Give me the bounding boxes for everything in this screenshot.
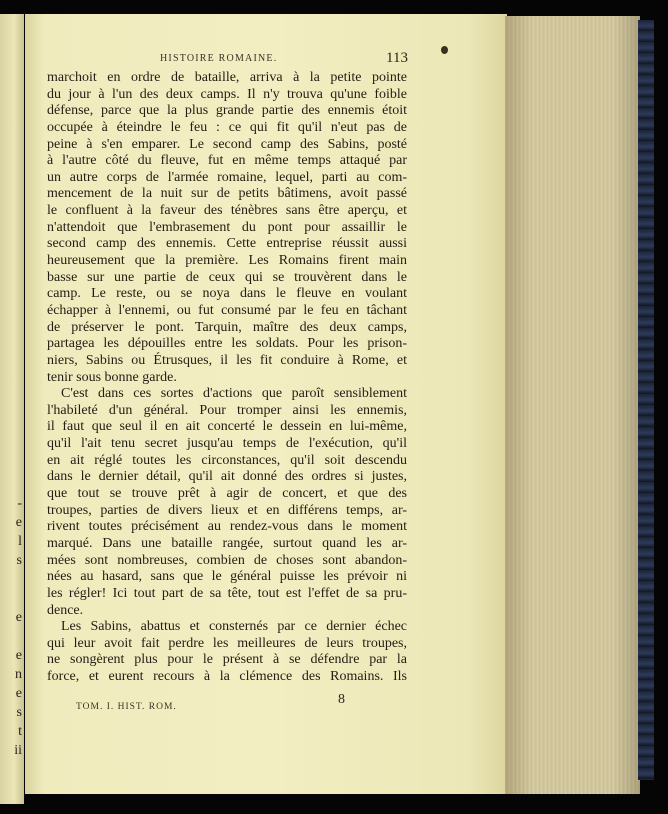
text-line: il faut que seul il en ait concerté le dessein en lui-même, [47, 419, 407, 435]
text-line: force, et eurent recours à la clémence des Romains. Ils [47, 669, 407, 685]
paragraph [47, 619, 407, 686]
text-line: second camp des ennemis. Cette entreprise réussit aussi [47, 236, 407, 252]
text-line: C'est dans ces sortes d'actions que paroît sensiblement [61, 386, 407, 402]
text-line: mées sont nombreuses, combien de choses sont abandon- [47, 552, 407, 568]
text-line: Les Sabins, abattus et consternés par ce dernier échec [61, 619, 407, 635]
running-title: HISTOIRE ROMAINE. [160, 53, 278, 64]
facing-page-fragment [2, 627, 22, 646]
facing-page-fragment: e [15, 686, 22, 701]
text-line: marchoit en ordre de bataille, arriva à la petite pointe [47, 70, 407, 85]
text-line: camp. Le reste, ou se noya dans le fleuve en voulant [47, 286, 407, 302]
facing-page-fragment [2, 570, 22, 589]
facing-page-fragment: - [17, 496, 22, 511]
facing-page-fragment: s [16, 705, 22, 720]
text-line: basse sur une partie de ceux qui se trouvèrent dans le [47, 269, 407, 285]
text-line: que tout se trouve prêt à agir de concert, et que des [47, 486, 407, 502]
facing-page-fragment: l [18, 534, 22, 549]
text-line: défense, parce que la plus grande partie des ennemis étoit [47, 103, 407, 119]
facing-page-fragment: s [16, 553, 22, 568]
text-line: qu'il l'ait tenu secret jusqu'au temps de l'exécution, qu'il [47, 436, 407, 452]
page-block-edges [505, 16, 640, 794]
text-line: dence. [47, 602, 84, 618]
paragraph [47, 70, 407, 386]
text-line: nées au hasard, sans que le général puisse les prévoir ni [47, 569, 407, 585]
signature-mark: TOM. I. HIST. ROM. [76, 702, 177, 712]
facing-page-fragment: n [15, 667, 22, 682]
text-line: n'attendoit que l'embrasement du pont pour assaillir le [47, 219, 407, 235]
text-line: troupes, parties de divers lieux et en différens temps, ar- [47, 502, 407, 518]
text-line: marqué. Dans une bataille rangée, surtout quand les ar- [47, 535, 407, 551]
signature-number: 8 [338, 692, 345, 707]
facing-page-fragments [2, 494, 22, 760]
page-number: 113 [386, 50, 408, 66]
ink-spot [441, 46, 448, 54]
page-footer [76, 694, 376, 710]
text-line: mencement de la nuit sur de petits bâtimens, avoit passé [47, 186, 407, 202]
body-text [47, 70, 407, 686]
text-line: du jour à l'un des deux camps. Il n'y trouva qu'une foible [47, 86, 407, 102]
text-line: échapper à l'ennemi, ou fut consumé par le feu en tâchant [47, 302, 407, 318]
text-line: heureusement que la première. Les Romains firent main [47, 253, 407, 269]
text-line: partagea les dépouilles entre les soldats. Pour les prison- [47, 336, 407, 352]
text-line: de préserver le pont. Tarquin, maître des deux camps, [47, 319, 407, 335]
text-line: qui leur avoit fait perdre les meilleures de leurs troupes, [47, 635, 407, 651]
facing-page-fragment: t [18, 724, 22, 739]
text-line: le confluent à la faveur des ténèbres sans être aperçu, et [47, 203, 407, 219]
facing-page-fragment: e [15, 648, 22, 663]
facing-page-edge [0, 14, 24, 804]
text-line: rivent toutes précisément au rendez-vous dans le moment [47, 519, 407, 535]
text-line: les régler! Ici tout part de sa tête, tout est l'effet de sa pru- [47, 585, 407, 601]
page-header [72, 50, 408, 68]
text-line: en ait réglé toutes les circonstances, qu'il soit descendu [47, 452, 407, 468]
text-line: un autre corps de l'armée romaine, lequel, parti au com- [47, 169, 407, 185]
facing-page-fragment: e [15, 610, 22, 625]
text-line: occupée à éteindre le feu : ce qui fit qu'il n'eut pas de [47, 119, 407, 135]
book-cover-edge [638, 20, 654, 780]
facing-page-fragment: ii [14, 743, 22, 758]
text-line: peine à s'en emparer. Le second camp des Sabins, posté [47, 136, 407, 152]
paragraph [47, 386, 407, 619]
facing-page-fragment [2, 589, 22, 608]
text-line: ne songèrent plus pour le présent à se défendre par la [47, 652, 407, 668]
text-line: l'habileté d'un général. Pour tromper ainsi les ennemis, [47, 402, 407, 418]
text-line: dans le dernier détail, qu'il ait donné des ordres si justes, [47, 469, 407, 485]
facing-page-fragment: e [15, 515, 22, 530]
text-line: tenir sous bonne garde. [47, 369, 177, 385]
text-line: niers, Sabins ou Étrusques, il les fit conduire à Rome, et [47, 352, 407, 368]
text-line: à l'autre côté du fleuve, fut en même temps attaqué par [47, 153, 407, 169]
